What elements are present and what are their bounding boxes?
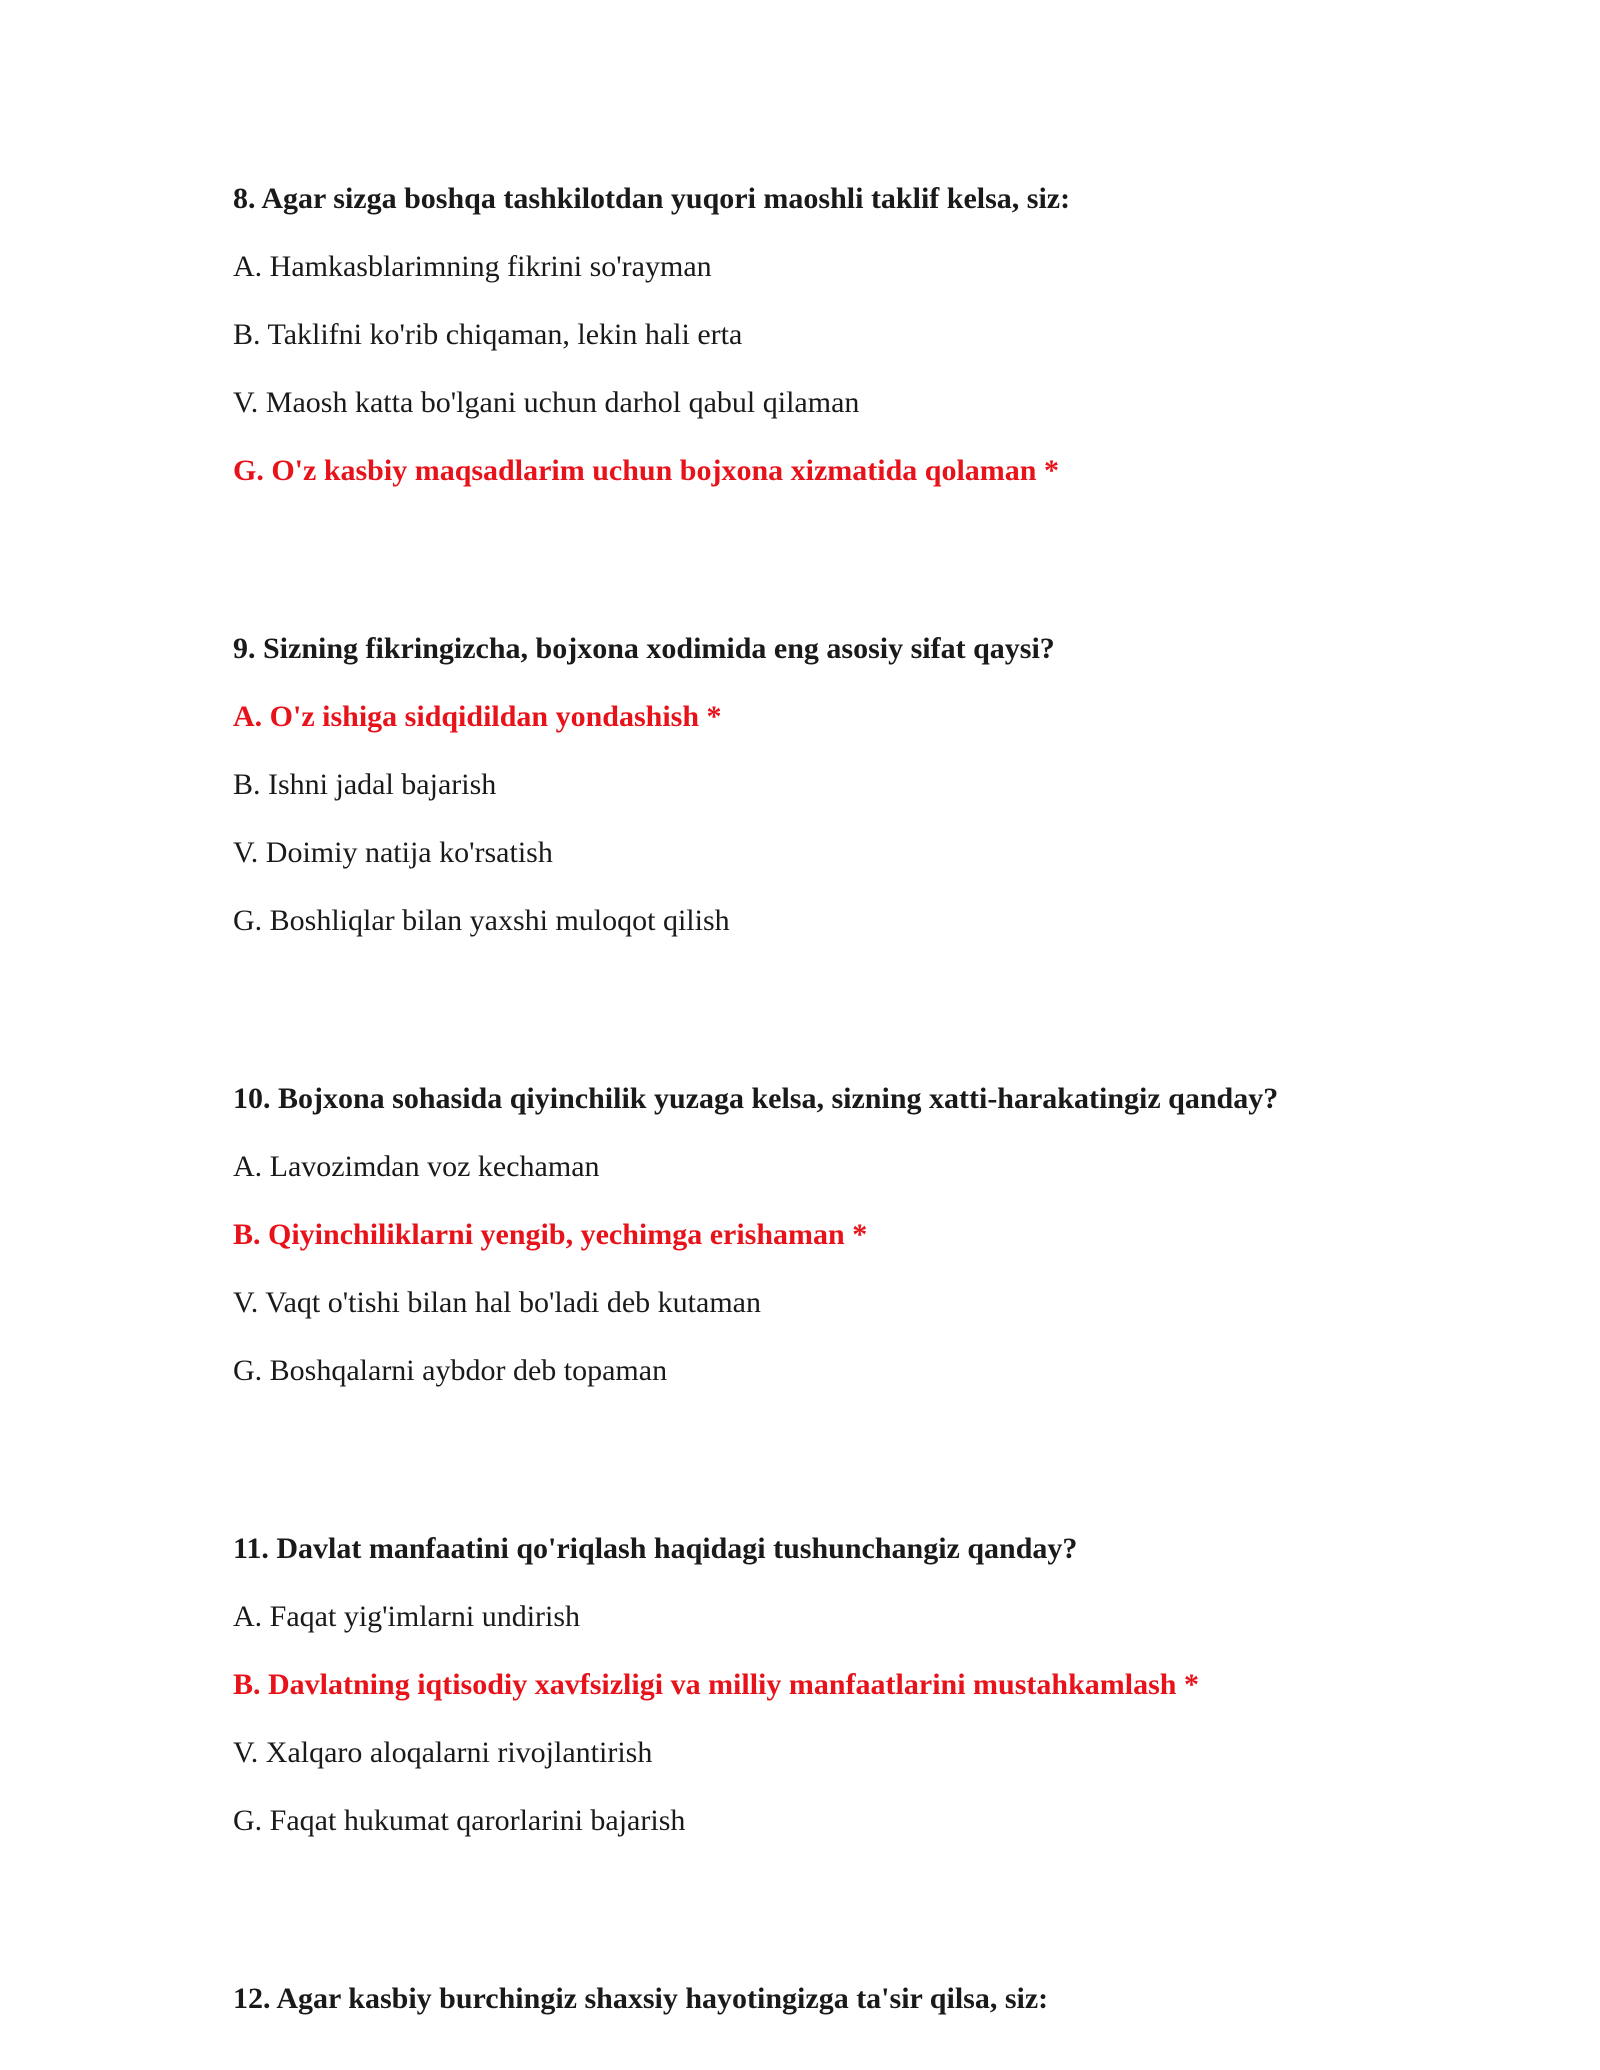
answer-option-v: V. Vaqt o'tishi bilan hal bo'ladi deb kutaman <box>233 1286 761 1319</box>
answer-option-v: V. Xalqaro aloqalarni rivojlantirish <box>233 1736 653 1769</box>
answer-option-g: G. Boshqalarni aybdor deb topaman <box>233 1354 668 1387</box>
correct-answer-option-a: A. O'z ishiga sidqidildan yondashish * <box>233 700 722 733</box>
answer-option-b: B. Taklifni ko'rib chiqaman, lekin hali erta <box>233 318 743 351</box>
question-9 <box>233 634 1433 950</box>
correct-answer-option-b: B. Davlatning iqtisodiy xavfsizligi va milliy manfaatlarini mustahkamlash * <box>233 1668 1199 1701</box>
question-text: 11. Davlat manfaatini qo'riqlash haqidagi tushunchangiz qanday? <box>233 1532 1078 1565</box>
answer-option-a: A. Hamkasblarimning fikrini so'rayman <box>233 250 712 283</box>
answer-option-a: A. Lavozimdan voz kechaman <box>233 1150 600 1183</box>
correct-answer-option-b: B. Qiyinchiliklarni yengib, yechimga erishaman * <box>233 1218 868 1251</box>
question-8 <box>233 184 1433 500</box>
answer-option-a: A. Faqat yig'imlarni undirish <box>233 1600 581 1633</box>
answer-option-b: B. Ishni jadal bajarish <box>233 768 497 801</box>
answer-option-g: G. Boshliqlar bilan yaxshi muloqot qilish <box>233 904 730 937</box>
question-12 <box>233 1984 1433 2028</box>
answer-option-v: V. Doimiy natija ko'rsatish <box>233 836 553 869</box>
question-11 <box>233 1534 1433 1850</box>
question-10 <box>233 1084 1433 1400</box>
question-text: 8. Agar sizga boshqa tashkilotdan yuqori maoshli taklif kelsa, siz: <box>233 182 1071 215</box>
question-text: 10. Bojxona sohasida qiyinchilik yuzaga kelsa, sizning xatti-harakatingiz qanday? <box>233 1082 1279 1115</box>
answer-option-v: V. Maosh katta bo'lgani uchun darhol qabul qilaman <box>233 386 860 419</box>
answer-option-g: G. Faqat hukumat qarorlarini bajarish <box>233 1804 686 1837</box>
question-text: 9. Sizning fikringizcha, bojxona xodimida eng asosiy sifat qaysi? <box>233 632 1055 665</box>
question-text: 12. Agar kasbiy burchingiz shaxsiy hayotingizga ta'sir qilsa, siz: <box>233 1982 1049 2015</box>
document-page <box>233 184 1433 2052</box>
correct-answer-option-g: G. O'z kasbiy maqsadlarim uchun bojxona xizmatida qolaman * <box>233 454 1059 487</box>
